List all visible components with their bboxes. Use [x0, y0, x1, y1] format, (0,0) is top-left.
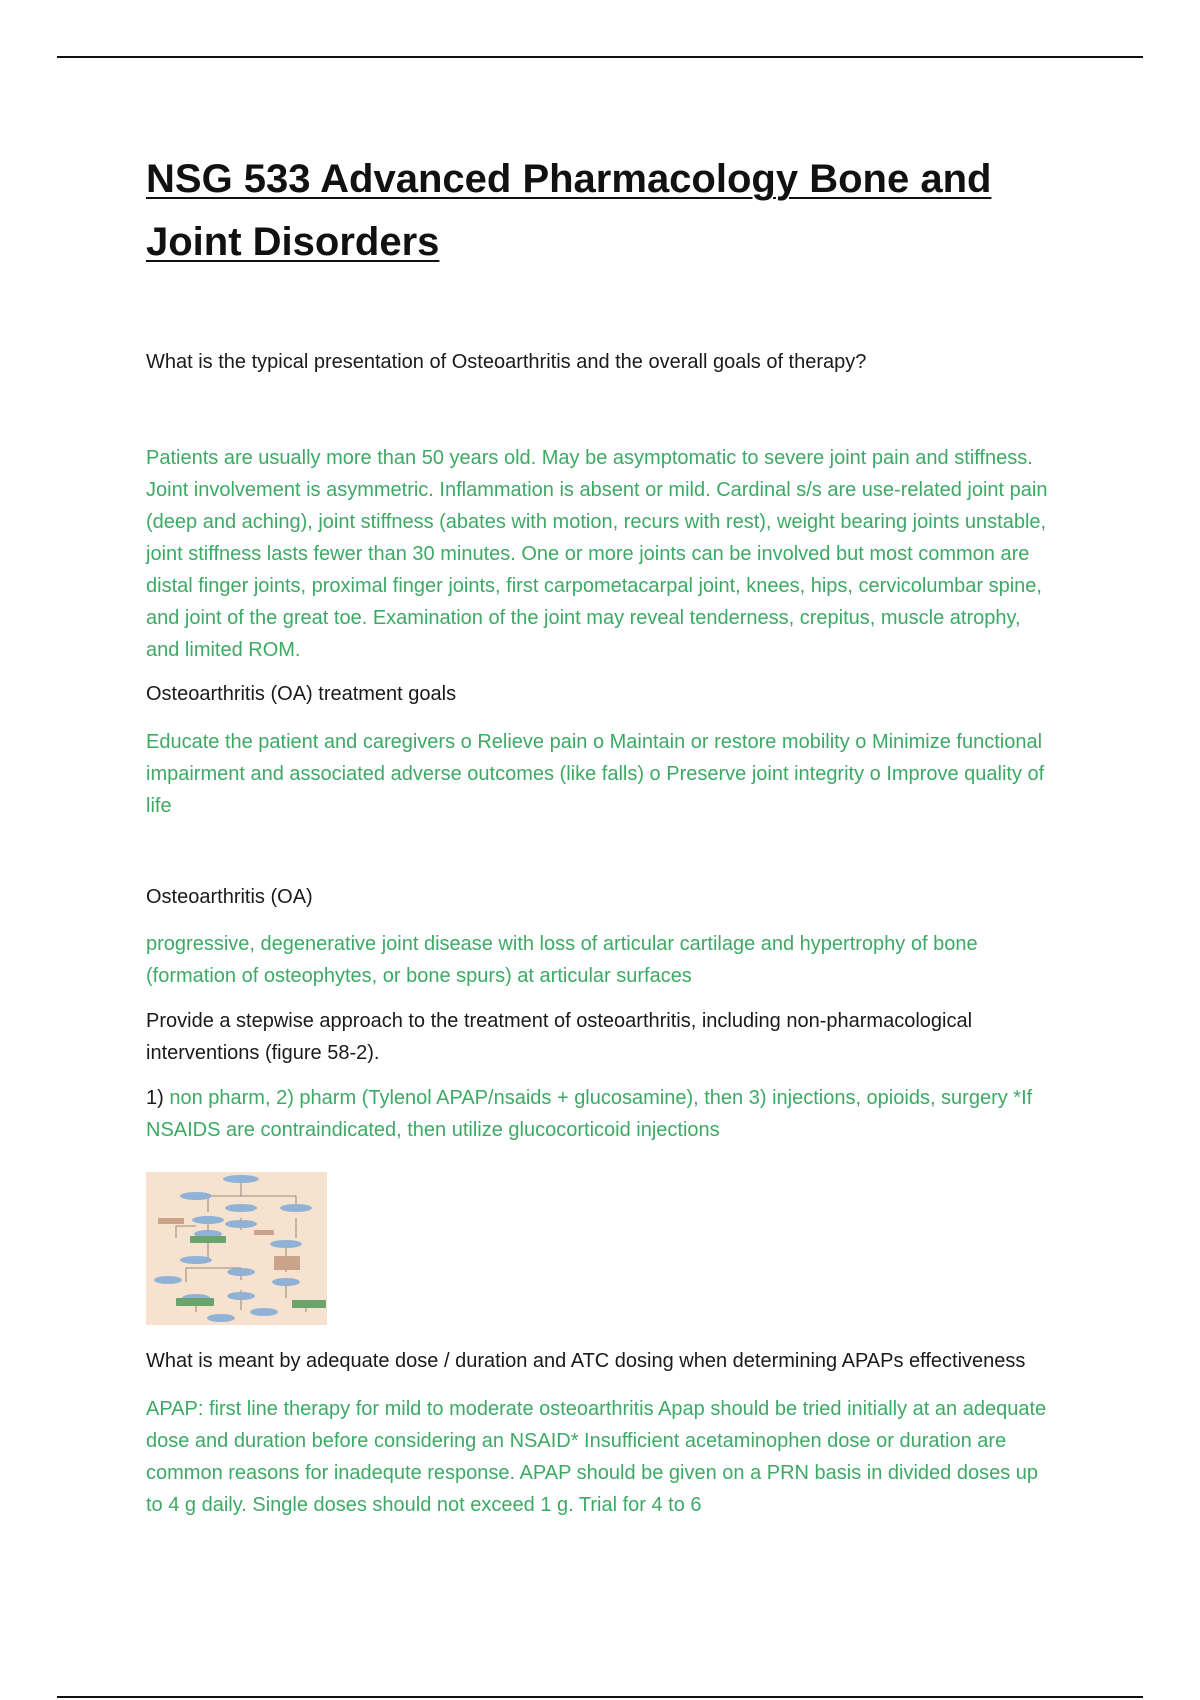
answer-stepwise-text: non pharm, 2) pharm (Tylenol APAP/nsaids + glucosamine), then 3) injections, opioids, surgery *If NSAIDS are contraindicated, then utilize glucocorticoid injections — [146, 1087, 1033, 1141]
question-apap-dosing: What is meant by adequate dose / duration and ATC dosing when determining APAPs effectiveness — [146, 1350, 1026, 1372]
answer-stepwise — [146, 1082, 1056, 1146]
answer-apap-dosing: APAP: first line therapy for mild to moderate osteoarthritis Apap should be tried initially at an adequate dose and duration before considering an NSAID* Insufficient acetaminophen dose or duration are common reasons for inadequte response. APAP should be given on a PRN basis in divided doses up to 4 g daily. Single doses should not exceed 1 g. Trial for 4 to 6 — [146, 1398, 1047, 1516]
question-oa-definition: Osteoarthritis (OA) — [146, 886, 313, 908]
question-stepwise: Provide a stepwise approach to the treatment of osteoarthritis, including non-pharmacological interventions (figure 58-2). — [146, 1010, 973, 1064]
document-title: NSG 533 Advanced Pharmacology Bone and Joint Disorders — [146, 157, 992, 264]
bottom-rule — [57, 1696, 1143, 1698]
question-presentation: What is the typical presentation of Osteoarthritis and the overall goals of therapy? — [146, 351, 867, 373]
answer-stepwise-prefix: 1) — [146, 1087, 164, 1109]
question-treatment-goals: Osteoarthritis (OA) treatment goals — [146, 683, 457, 705]
document-body — [146, 148, 1056, 1521]
answer-oa-definition: progressive, degenerative joint disease with loss of articular cartilage and hypertrophy of bone (formation of osteophytes, or bone spurs) at articular surfaces — [146, 933, 978, 987]
answer-presentation: Patients are usually more than 50 years old. May be asymptomatic to severe joint pain and stiffness. Joint involvement is asymmetric. Inflammation is absent or mild. Cardinal s/s are use-related joint pain (deep and aching), joint stiffness (abates with motion, recurs with rest), weight bearing joints unstable, joint stiffness lasts fewer than 30 minutes. One or more joints can be involved but most common are distal finger joints, proximal finger joints, first carpometacarpal joint, knees, hips, cervicolumbar spine, and joint of the great toe. Examination of the joint may reveal tenderness, crepitus, muscle atrophy, and limited ROM. — [146, 447, 1048, 661]
top-rule — [57, 56, 1143, 58]
flowchart-figure-thumbnail — [146, 1172, 327, 1325]
answer-treatment-goals: Educate the patient and caregivers o Relieve pain o Maintain or restore mobility o Minimize functional impairment and associated adverse outcomes (like falls) o Preserve joint integrity o Improve quality of life — [146, 731, 1045, 817]
flowchart-diagram — [146, 1172, 327, 1325]
